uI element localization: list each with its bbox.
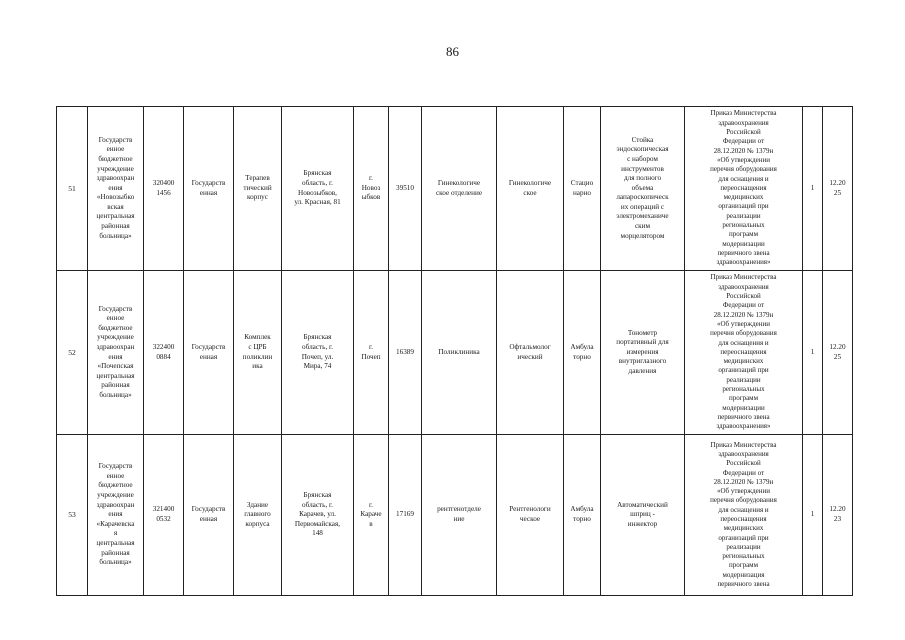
postal-cell: 17169	[389, 435, 422, 596]
date-cell: 12.20 25	[823, 271, 853, 435]
department-cell: рентгенотделе ние	[422, 435, 497, 596]
equipment-cell: Стойка эндоскопическая с набором инструментов для полного объема лапароскопическ их операций с электромеханиче ским морцелятором	[601, 107, 685, 271]
ownership-cell: Государств енная	[184, 107, 234, 271]
postal-cell: 16389	[389, 271, 422, 435]
care-type-cell: Амбула торно	[564, 271, 601, 435]
ownership-cell: Государств енная	[184, 435, 234, 596]
row-number: 52	[57, 271, 88, 435]
city-cell: г. Новоз ыбков	[354, 107, 389, 271]
code-cell: 322400 0884	[144, 271, 184, 435]
department-cell: Гинекологиче ское отделение	[422, 107, 497, 271]
quantity-cell: 1	[803, 107, 823, 271]
address-cell: Брянская область, г. Карачев, ул. Первомайская, 148	[282, 435, 354, 596]
page-number: 86	[446, 44, 459, 59]
date-cell: 12.20 25	[823, 107, 853, 271]
equipment-cell: Тонометр портативный для измерения внутриглазного давления	[601, 271, 685, 435]
city-cell: г. Почеп	[354, 271, 389, 435]
institution-cell: Государств енное бюджетное учреждение здравоохран ения «Новозыбко вская центральная районная больница»	[88, 107, 144, 271]
equipment-cell: Автоматический шприц - инжектор	[601, 435, 685, 596]
address-cell: Брянская область, г. Почеп, ул. Мира, 74	[282, 271, 354, 435]
care-type-cell: Стацио нарно	[564, 107, 601, 271]
institution-cell: Государств енное бюджетное учреждение здравоохран ения «Карачевска я центральная районная больница»	[88, 435, 144, 596]
date-cell: 12.20 23	[823, 435, 853, 596]
order-cell: Приказ Министерства здравоохранения Российской Федерации от 28.12.2020 № 1379н «Об утверждении перечня оборудования для оснащения и переоснащения медицинских организаций при реализации региональных программ модернизации первичного звена здравоохранения»	[685, 107, 803, 271]
table-row	[57, 107, 853, 271]
profile-cell: Рентгенологи ческое	[497, 435, 564, 596]
institution-cell: Государств енное бюджетное учреждение здравоохран ения «Почепская центральная районная больница»	[88, 271, 144, 435]
building-cell: Здание главного корпуса	[234, 435, 282, 596]
table-row	[57, 435, 853, 596]
code-cell: 320400 1456	[144, 107, 184, 271]
city-cell: г. Караче в	[354, 435, 389, 596]
profile-cell: Офтальмолог ический	[497, 271, 564, 435]
row-number: 53	[57, 435, 88, 596]
care-type-cell: Амбула торно	[564, 435, 601, 596]
postal-cell: 39510	[389, 107, 422, 271]
equipment-table	[56, 106, 853, 596]
profile-cell: Гинекологиче ское	[497, 107, 564, 271]
building-cell: Терапев тический корпус	[234, 107, 282, 271]
order-cell: Приказ Министерства здравоохранения Российской Федерации от 28.12.2020 № 1379н «Об утверждении перечня оборудования для оснащения и переоснащения медицинских организаций при реализации региональных программ модернизации первичного звена здравоохранения»	[685, 271, 803, 435]
address-cell: Брянская область, г. Новозыбков, ул. Красная, 81	[282, 107, 354, 271]
code-cell: 321400 0532	[144, 435, 184, 596]
department-cell: Поликлиника	[422, 271, 497, 435]
quantity-cell: 1	[803, 271, 823, 435]
ownership-cell: Государств енная	[184, 271, 234, 435]
building-cell: Комплек с ЦРБ поликлин ика	[234, 271, 282, 435]
row-number: 51	[57, 107, 88, 271]
table-row	[57, 271, 853, 435]
quantity-cell: 1	[803, 435, 823, 596]
order-cell: Приказ Министерства здравоохранения Российской Федерации от 28.12.2020 № 1379н «Об утверждении перечня оборудования для оснащения и переоснащения медицинских организаций при реализации региональных программ модернизация первичного звена	[685, 435, 803, 596]
